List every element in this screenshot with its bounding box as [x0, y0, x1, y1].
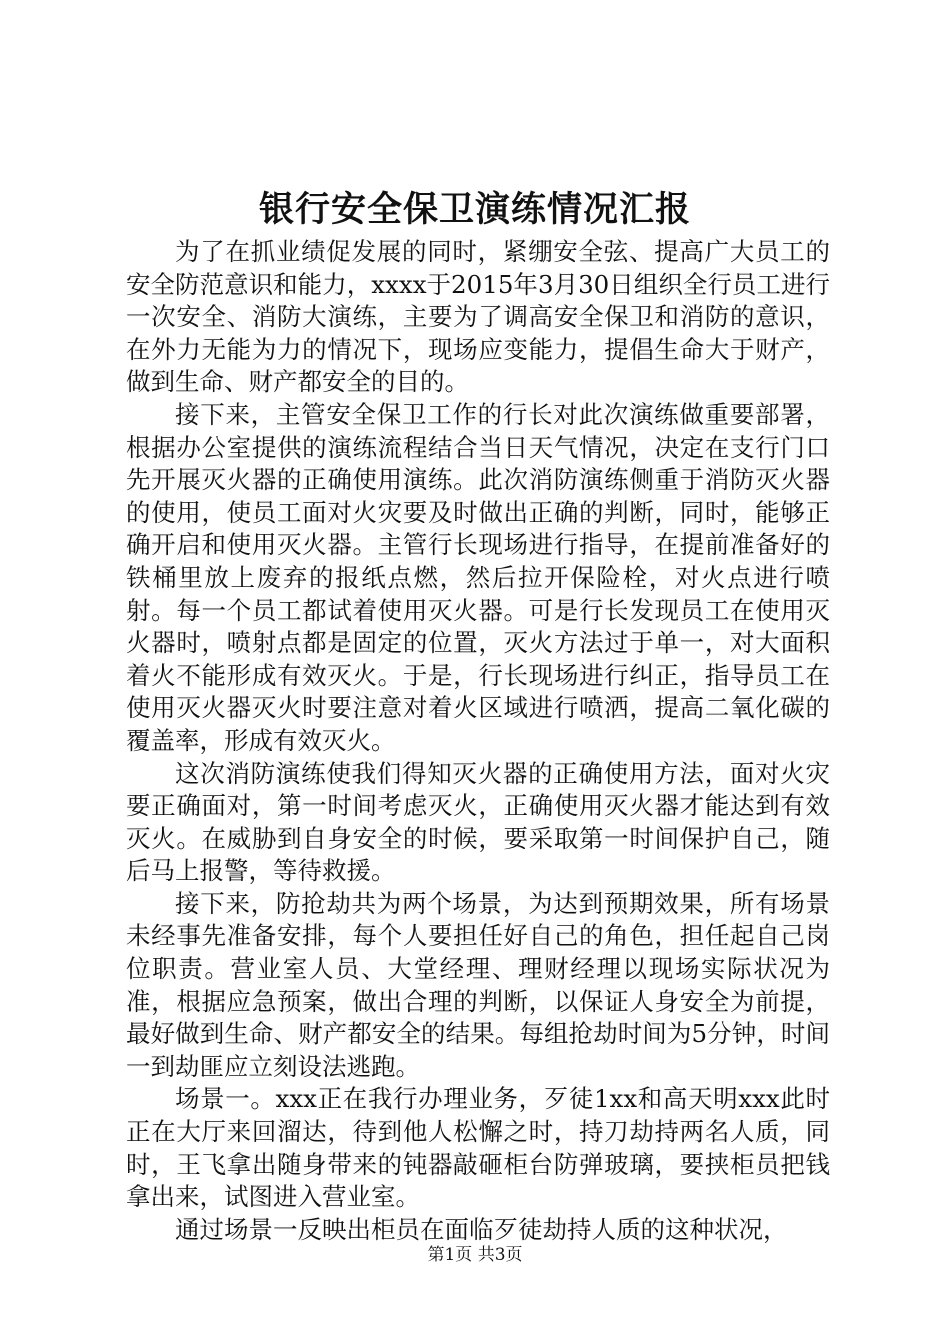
paragraph: 场景一。xxx正在我行办理业务，歹徒1xx和高天明xxx此时正在大厅来回溜达，待到他人松懈之时，持刀劫持两名人质，同时，王飞拿出随身带来的钝器敲砸柜台防弹玻璃，要挟柜员把钱拿出来，试图进入营业室。	[126, 1084, 830, 1212]
paragraph: 接下来，主管安全保卫工作的行长对此次演练做重要部署，根据办公室提供的演练流程结合当日天气情况，决定在支行门口先开展灭火器的正确使用演练。此次消防演练侧重于消防灭火器的使用，使员工面对火灾要及时做出正确的判断，同时，能够正确开启和使用灭火器。主管行长现场进行指导，在提前准备好的铁桶里放上废弃的报纸点燃，然后拉开保险栓，对火点进行喷射。每一个员工都试着使用灭火器。可是行长发现员工在使用灭火器时，喷射点都是固定的位置，灭火方法过于单一，对大面积着火不能形成有效灭火。于是，行长现场进行纠正，指导员工在使用灭火器灭火时要注意对着火区域进行喷洒，提高二氧化碳的覆盖率，形成有效灭火。	[126, 399, 830, 755]
paragraph: 这次消防演练使我们得知灭火器的正确使用方法，面对火灾要正确面对，第一时间考虑灭火，正确使用灭火器才能达到有效灭火。在威胁到自身安全的时候，要采取第一时间保护自己，随后马上报警，等待救援。	[126, 758, 830, 886]
paragraph: 接下来，防抢劫共为两个场景，为达到预期效果，所有场景未经事先准备安排，每个人要担任好自己的角色，担任起自己岗位职责。营业室人员、大堂经理、理财经理以现场实际状况为准，根据应急预案，做出合理的判断，以保证人身安全为前提，最好做到生命、财产都安全的结果。每组抢劫时间为5分钟，时间一到劫匪应立刻设法逃跑。	[126, 888, 830, 1081]
document-title: 银行安全保卫演练情况汇报	[258, 189, 691, 230]
paragraph: 为了在抓业绩促发展的同时，紧绷安全弦、提高广大员工的安全防范意识和能力，xxxx于2015年3月30日组织全行员工进行一次安全、消防大演练，主要为了调高安全保卫和消防的意识，在外力无能为力的情况下，现场应变能力，提倡生命大于财产，做到生命、财产都安全的目的。	[126, 237, 830, 397]
paragraph: 通过场景一反映出柜员在面临歹徒劫持人质的这种状况，	[175, 1214, 788, 1244]
page-number-footer: 第1页 共3页	[427, 1245, 523, 1265]
document-body	[126, 236, 830, 1246]
